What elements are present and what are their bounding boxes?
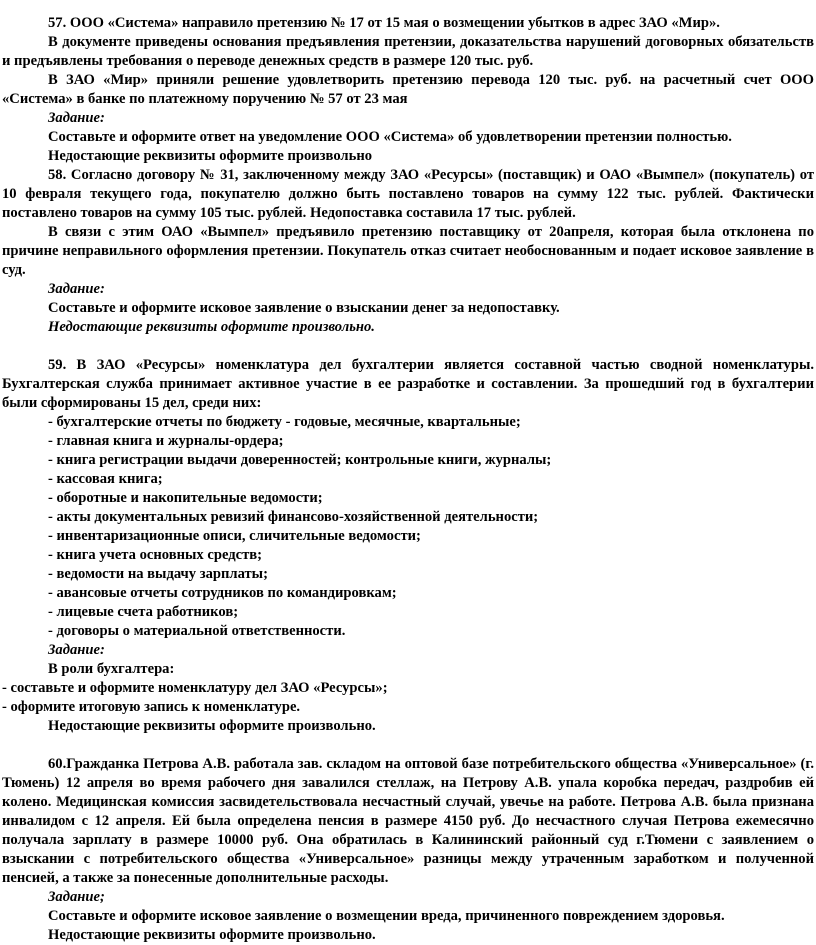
task58-task-label: Задание: <box>48 281 105 297</box>
task59-list-item: - ведомости на выдачу зарплаты; <box>48 566 268 582</box>
task59-role: В роли бухгалтера: <box>48 661 175 677</box>
task59-list-item: - книга регистрации выдачи доверенностей; контрольные книги, журналы; <box>48 452 552 468</box>
task57-heading: 57. ООО «Система» направило претензию № 17 от 15 мая о возмещении убытков в адрес ЗАО «Мир». <box>48 15 720 31</box>
task59-list-item: - главная книга и журналы-ордера; <box>48 433 284 449</box>
task59-heading: 59. В ЗАО «Ресурсы» номенклатура дел бухгалтерии является составной частью сводной номенклатуры. Бухгалтерская служба принимает активное участие в ее разработке и составлении. За прошедший год в бухгалтерии были сформированы 15 дел, среди них: <box>2 357 814 411</box>
task57-note: Недостающие реквизиты оформите произвольно <box>48 148 373 164</box>
spacer <box>2 736 814 755</box>
task57-paragraph: В документе приведены основания предъявления претензии, доказательства нарушений договорных обязательств и предъявлены требования о переводе денежных средств в размере 120 тыс. руб. <box>2 34 814 69</box>
task57-paragraph: В ЗАО «Мир» приняли решение удовлетворить претензию перевода 120 тыс. руб. на расчетный счет ООО «Система» в банке по платежному поручению № 57 от 23 мая <box>2 72 814 107</box>
task59-list-item: - оборотные и накопительные ведомости; <box>48 490 323 506</box>
task60-heading: 60.Гражданка Петрова А.В. работала зав. складом на оптовой базе потребительского общества «Универсальное» (г. Тюмень) 12 апреля во время рабочего дня завалился стеллаж, на Петрову А.В. упала коробка передач, раздробив ей колено. Медицинская комиссия засвидетельствовала несчастный случай, увечье на работе. Петрова А.В. была признана инвалидом с 12 апреля. Ей была определена пенсия в размере 4150 руб. До несчастного случая Петрова ежемесячно получала зарплату в размере 10000 руб. Она обратилась в Калининский районный суд г.Тюмени с заявлением о взыскании с потребительского общества «Универсальное» разницы между утраченным заработком и полученной пенсией, а также за понесенные дополнительные расходы. <box>2 756 814 886</box>
task59-list-item: - книга учета основных средств; <box>48 547 262 563</box>
task59-list-item: - авансовые отчеты сотрудников по командировкам; <box>48 585 397 601</box>
task58-paragraph: В связи с этим ОАО «Вымпел» предъявило претензию поставщику от 20апреля, которая была отклонена по причине неправильного оформления претензии. Покупатель отказ считает необоснованным и подает исковое заявление в суд. <box>2 224 814 278</box>
task58-task-text: Составьте и оформите исковое заявление о взыскании денег за недопоставку. <box>48 300 560 316</box>
task60-task-text: Составьте и оформите исковое заявление о возмещении вреда, причиненного повреждением здоровья. <box>48 908 725 924</box>
task59-task-label: Задание: <box>48 642 105 658</box>
task57-task-text: Составьте и оформите ответ на уведомление ООО «Система» об удовлетворении претензии полностью. <box>48 129 732 145</box>
task60-note: Недостающие реквизиты оформите произвольно. <box>48 927 376 943</box>
task59-list-item: - инвентаризационные описи, сличительные ведомости; <box>48 528 421 544</box>
task58-heading: 58. Согласно договору № 31, заключенному между ЗАО «Ресурсы» (поставщик) и ОАО «Вымпел» (покупатель) от 10 февраля текущего года, покупателю должно быть поставлено товаров на сумму 122 тыс. рублей. Фактически поставлено товаров на сумму 105 тыс. рублей. Недопоставка составила 17 тыс. рублей. <box>2 167 814 221</box>
task59-note: Недостающие реквизиты оформите произвольно. <box>48 718 376 734</box>
task59-list-item: - лицевые счета работников; <box>48 604 239 620</box>
task57-task-label: Задание: <box>48 110 105 126</box>
task59-list-item: - бухгалтерские отчеты по бюджету - годовые, месячные, квартальные; <box>48 414 521 430</box>
task59-action: - оформите итоговую запись к номенклатуре. <box>2 699 301 715</box>
task60-task-label: Задание; <box>48 889 105 905</box>
task59-list-item: - акты документальных ревизий финансово-хозяйственной деятельности; <box>48 509 539 525</box>
task58-note: Недостающие реквизиты оформите произвольно. <box>48 319 375 335</box>
spacer <box>2 337 814 356</box>
task59-list-item: - договоры о материальной ответственности. <box>48 623 346 639</box>
task59-list-item: - кассовая книга; <box>48 471 163 487</box>
task59-action: - составьте и оформите номенклатуру дел ЗАО «Ресурсы»; <box>2 680 388 696</box>
